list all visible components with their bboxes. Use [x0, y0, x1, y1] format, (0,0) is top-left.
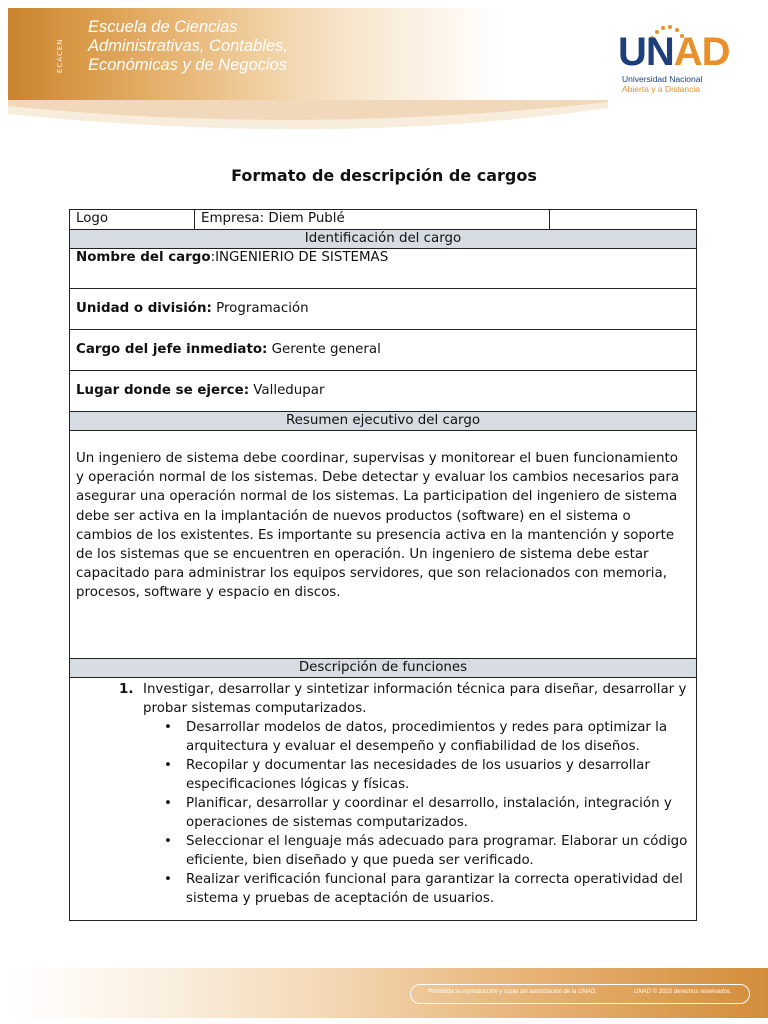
list-item — [164, 870, 690, 908]
footer-banner — [0, 960, 768, 1024]
table-row — [70, 289, 697, 330]
footer-copyright: UNAD © 2020 derechos reservados. — [634, 989, 732, 995]
section-functions: Descripción de funciones — [70, 659, 697, 678]
empty-cell — [550, 210, 697, 230]
unit-cell — [70, 289, 697, 330]
job-description-table — [69, 209, 697, 921]
school-name — [88, 18, 348, 75]
section-identification: Identificación del cargo — [70, 230, 697, 249]
boss-label: Cargo del jefe inmediato: — [76, 342, 268, 357]
job-name-label: Nombre del cargo — [76, 250, 211, 265]
document-title: Formato de descripción de cargos — [231, 166, 537, 185]
list-item — [164, 718, 690, 756]
boss-value: Gerente general — [267, 342, 381, 357]
boss-cell — [70, 330, 697, 371]
functions-cell — [70, 678, 697, 921]
list-item-text: Recopilar y documentar las necesidades de los usuarios y desarrollar especificaciones lógicas y físicas. — [186, 758, 650, 792]
bullet-icon: • — [164, 720, 172, 735]
side-label: ECACEN — [56, 38, 64, 74]
place-cell — [70, 371, 697, 412]
logo-word — [618, 32, 730, 72]
bullet-icon: • — [164, 872, 172, 887]
list-item — [164, 832, 690, 870]
bullet-icon: • — [164, 796, 172, 811]
function-main: Investigar, desarrollar y sintetizar información técnica para diseñar, desarrollar y probar sistemas computarizados. — [143, 682, 687, 716]
footer-notice: Prohibida su reproducción y copia sin autorización de la UNAD. — [428, 989, 597, 995]
section-header-row — [70, 412, 697, 431]
unad-logo — [612, 20, 732, 96]
section-header-row — [70, 659, 697, 678]
summary-text: Un ingeniero de sistema debe coordinar, supervisas y monitorear el buen funcionamiento y operación normal de los sistemas. Debe detectar y evaluar los cambios necesarios para asegurar una operación normal de los sistemas. La participation del ingeniero de sistema debe ser activa en la implantación de nuevos productos (software) en el sistema o cambios de los existentes. Es importante su presencia activa en la mantención y soporte de los sistemas que se encuentren en operación. Un ingeniero de sistema debe estar capacitado para administrar los equipos servidores, que son relacionados con memoria, procesos, software y espacio en discos. — [70, 431, 697, 659]
logo-subtitle-secondary: Abierta y a Distancia — [622, 84, 700, 94]
logo-cell: Logo — [70, 210, 195, 230]
list-item — [164, 756, 690, 794]
place-value: Valledupar — [249, 383, 325, 398]
job-name-value: :INGENIERIO DE SISTEMAS — [210, 250, 389, 265]
table-row — [70, 678, 697, 921]
bullet-icon: • — [164, 834, 172, 849]
table-row — [70, 371, 697, 412]
logo-subtitle: Universidad Nacional — [622, 74, 703, 84]
function-number: 1. — [119, 682, 134, 697]
school-name-line: Escuela de Ciencias — [88, 18, 238, 36]
table-row — [70, 431, 697, 659]
header-banner — [0, 0, 768, 140]
bullet-icon: • — [164, 758, 172, 773]
unit-label: Unidad o división: — [76, 301, 212, 316]
table-row — [70, 210, 697, 230]
unit-value: Programación — [211, 301, 309, 316]
section-summary: Resumen ejecutivo del cargo — [70, 412, 697, 431]
job-name-cell — [70, 249, 697, 289]
functions-list — [76, 680, 690, 908]
logo-word-ad: AD — [673, 30, 730, 74]
company-cell: Empresa: Diem Publé — [195, 210, 550, 230]
list-item-text: Realizar verificación funcional para garantizar la correcta operatividad del sistema y pruebas de aceptación de usuarios. — [186, 872, 683, 906]
list-item-text: Planificar, desarrollar y coordinar el desarrollo, instalación, integración y operaciones de sistemas computarizados. — [186, 796, 672, 830]
place-label: Lugar donde se ejerce: — [76, 383, 250, 398]
list-item-text: Seleccionar el lenguaje más adecuado para programar. Elaborar un código eficiente, bien diseñado y que pueda ser verificado. — [186, 834, 688, 868]
table-row — [70, 330, 697, 371]
section-header-row — [70, 230, 697, 249]
list-item — [164, 794, 690, 832]
list-item-text: Desarrollar modelos de datos, procedimientos y redes para optimizar la arquitectura y evaluar el desempeño y confiabilidad de los diseños. — [186, 720, 668, 754]
school-name-line: Económicas y de Negocios — [88, 56, 288, 74]
school-name-line: Administrativas, Contables, — [88, 37, 288, 55]
banner-wave — [8, 100, 608, 140]
table-row — [70, 249, 697, 289]
logo-word-un: UN — [618, 30, 674, 74]
